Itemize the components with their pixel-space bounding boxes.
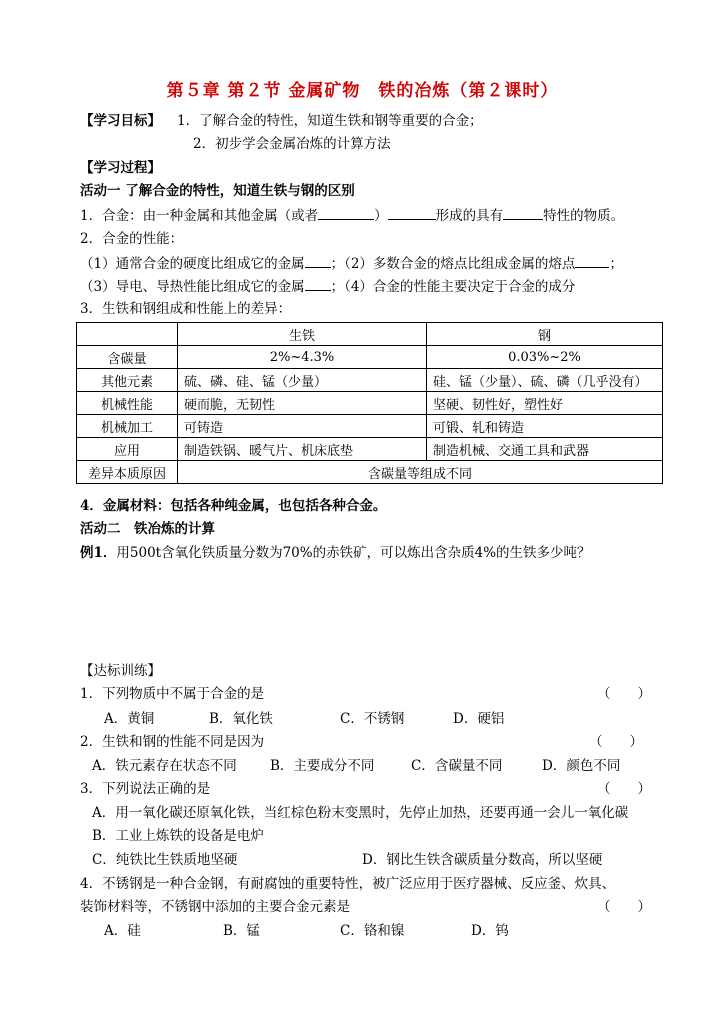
- q1-part2: ）: [374, 208, 388, 224]
- q1-option-d: D．硬铝: [453, 711, 505, 727]
- table-cell: 制造铁锅、暖气片、机床底垫: [178, 438, 427, 461]
- page-title: 第５章 第２节 金属矿物 铁的冶炼（第２课时）: [166, 81, 559, 101]
- answer-blank[interactable]: [305, 277, 331, 291]
- q4-option-d: D．钨: [471, 923, 509, 939]
- activity2-heading: 活动二 铁冶炼的计算: [80, 521, 215, 537]
- activity1-heading: 活动一 了解合金的特性，知道生铁与钢的区别: [80, 183, 355, 199]
- practice-q2-stem: 2．生铁和钢的性能不同是因为: [80, 734, 265, 750]
- practice-q4-stem-line1: 4．不锈钢是一种合金钢，有耐腐蚀的重要特性，被广泛应用于医疗器械、反应釜、炊具、: [80, 876, 616, 892]
- q3-option-b: B．工业上炼铁的设备是电炉: [92, 828, 264, 844]
- practice-q3-stem: 3．下列说法正确的是: [80, 781, 211, 797]
- q2-option-d: D．颜色不同: [542, 758, 621, 774]
- table-row: [77, 346, 663, 369]
- q2-line-b: [80, 277, 575, 296]
- objective-2: 2．初步学会金属冶炼的计算方法: [193, 136, 391, 152]
- practice-q4-stem-line2: 装饰材料等，不锈钢中添加的主要合金元素是: [80, 899, 350, 915]
- q2-alloy-properties: 2．合金的性能：: [80, 231, 184, 247]
- q2-option-b: B．主要成分不同: [270, 758, 375, 774]
- table-cell: 应用: [77, 438, 178, 461]
- example-text: 用500t含氧化铁质量分数为70%的赤铁矿，可以炼出含杂质4%的生铁多少吨？: [116, 545, 591, 561]
- practice-label: 【达标训练】: [80, 663, 161, 679]
- table-header-row: [77, 323, 663, 346]
- q3-option-c: C．纯铁比生铁质地坚硬: [92, 852, 238, 868]
- q4-option-b: B．锰: [223, 923, 260, 939]
- table-cell: 硫、磷、硅、锰（少量）: [178, 369, 427, 392]
- table-cell: 2%~4.3%: [178, 346, 427, 369]
- table-cell: 含碳量: [77, 346, 178, 369]
- answer-blank[interactable]: [318, 206, 374, 220]
- q1-alloy-definition: [80, 206, 624, 225]
- q3-option-d: D．钢比生铁含碳质量分数高，所以坚硬: [362, 852, 603, 868]
- q1-option-c: C．不锈钢: [340, 711, 405, 727]
- iron-steel-comparison-table: [76, 322, 663, 484]
- q2-line-a: [80, 254, 623, 273]
- answer-paren[interactable]: （ ）: [597, 781, 651, 797]
- table-cell: 坚硬、韧性好，塑性好: [427, 392, 663, 415]
- example-1: [80, 544, 591, 562]
- table-header-cell: 钢: [427, 323, 663, 346]
- table-cell: 机械加工: [77, 415, 178, 438]
- q1-part1: 1．合金：由一种金属和其他金属（或者: [80, 208, 319, 224]
- table-cell: 可铸造: [178, 415, 427, 438]
- answer-blank[interactable]: [575, 254, 609, 268]
- table-header-cell: [77, 323, 178, 346]
- answer-paren[interactable]: （ ）: [597, 686, 651, 702]
- q4-option-a: A．硅: [104, 923, 141, 939]
- practice-q1-stem: 1．下列物质中不属于合金的是: [80, 686, 265, 702]
- q4-metal-materials: 4．金属材料：包括各种纯金属，也包括各种合金。: [80, 498, 387, 514]
- table-cell: 差异本质原因: [77, 461, 178, 484]
- table-cell: 硬而脆，无韧性: [178, 392, 427, 415]
- table-row: [77, 461, 663, 484]
- q3-option-a: A．用一氧化碳还原氧化铁，当红棕色粉末变黑时，先停止加热，还要再通一会儿一氧化碳: [92, 805, 629, 821]
- table-cell: 制造机械、交通工具和武器: [427, 438, 663, 461]
- objectives-label: 【学习目标】: [80, 113, 161, 129]
- q1-part3: 形成的具有: [435, 208, 504, 224]
- q2a-part3: ；: [609, 256, 623, 272]
- table-row: [77, 415, 663, 438]
- answer-blank[interactable]: [388, 206, 436, 220]
- table-cell: 含碳量等组成不同: [178, 461, 663, 484]
- table-row: [77, 392, 663, 415]
- q2-option-a: A．铁元素存在状态不同: [92, 758, 237, 774]
- q4-option-c: C．铬和镍: [340, 923, 405, 939]
- process-label: 【学习过程】: [80, 160, 161, 176]
- answer-paren[interactable]: （ ）: [589, 734, 643, 750]
- table-cell: 可锻、轧和铸造: [427, 415, 663, 438]
- q2-option-c: C．含碳量不同: [411, 758, 503, 774]
- q2a-part2: ；（2）多数合金的熔点比组成金属的熔点: [330, 256, 576, 272]
- answer-blank[interactable]: [305, 254, 331, 268]
- q1-option-a: A．黄铜: [104, 711, 155, 727]
- answer-blank[interactable]: [503, 206, 543, 220]
- q2a-part1: （1）通常合金的硬度比组成它的金属: [80, 256, 305, 272]
- answer-paren[interactable]: （ ）: [597, 899, 651, 915]
- table-row: [77, 438, 663, 461]
- table-cell: 其他元素: [77, 369, 178, 392]
- table-header-cell: 生铁: [178, 323, 427, 346]
- table-cell: 硅、锰（少量）、硫、磷（几乎没有）: [427, 369, 663, 392]
- table-row: [77, 369, 663, 392]
- example-label: 例1．: [80, 545, 117, 561]
- q2b-part2: ；（4）合金的性能主要决定于合金的成分: [330, 279, 576, 295]
- q3-comparison-heading: 3．生铁和钢组成和性能上的差异：: [80, 301, 292, 317]
- table-cell: 0.03%~2%: [427, 346, 663, 369]
- q1-part4: 特性的物质。: [543, 208, 625, 224]
- objective-1: 1．了解合金的特性，知道生铁和钢等重要的合金；: [177, 113, 483, 129]
- table-cell: 机械性能: [77, 392, 178, 415]
- q1-option-b: B．氧化铁: [209, 711, 273, 727]
- q2b-part1: （3）导电、导热性能比组成它的金属: [80, 279, 305, 295]
